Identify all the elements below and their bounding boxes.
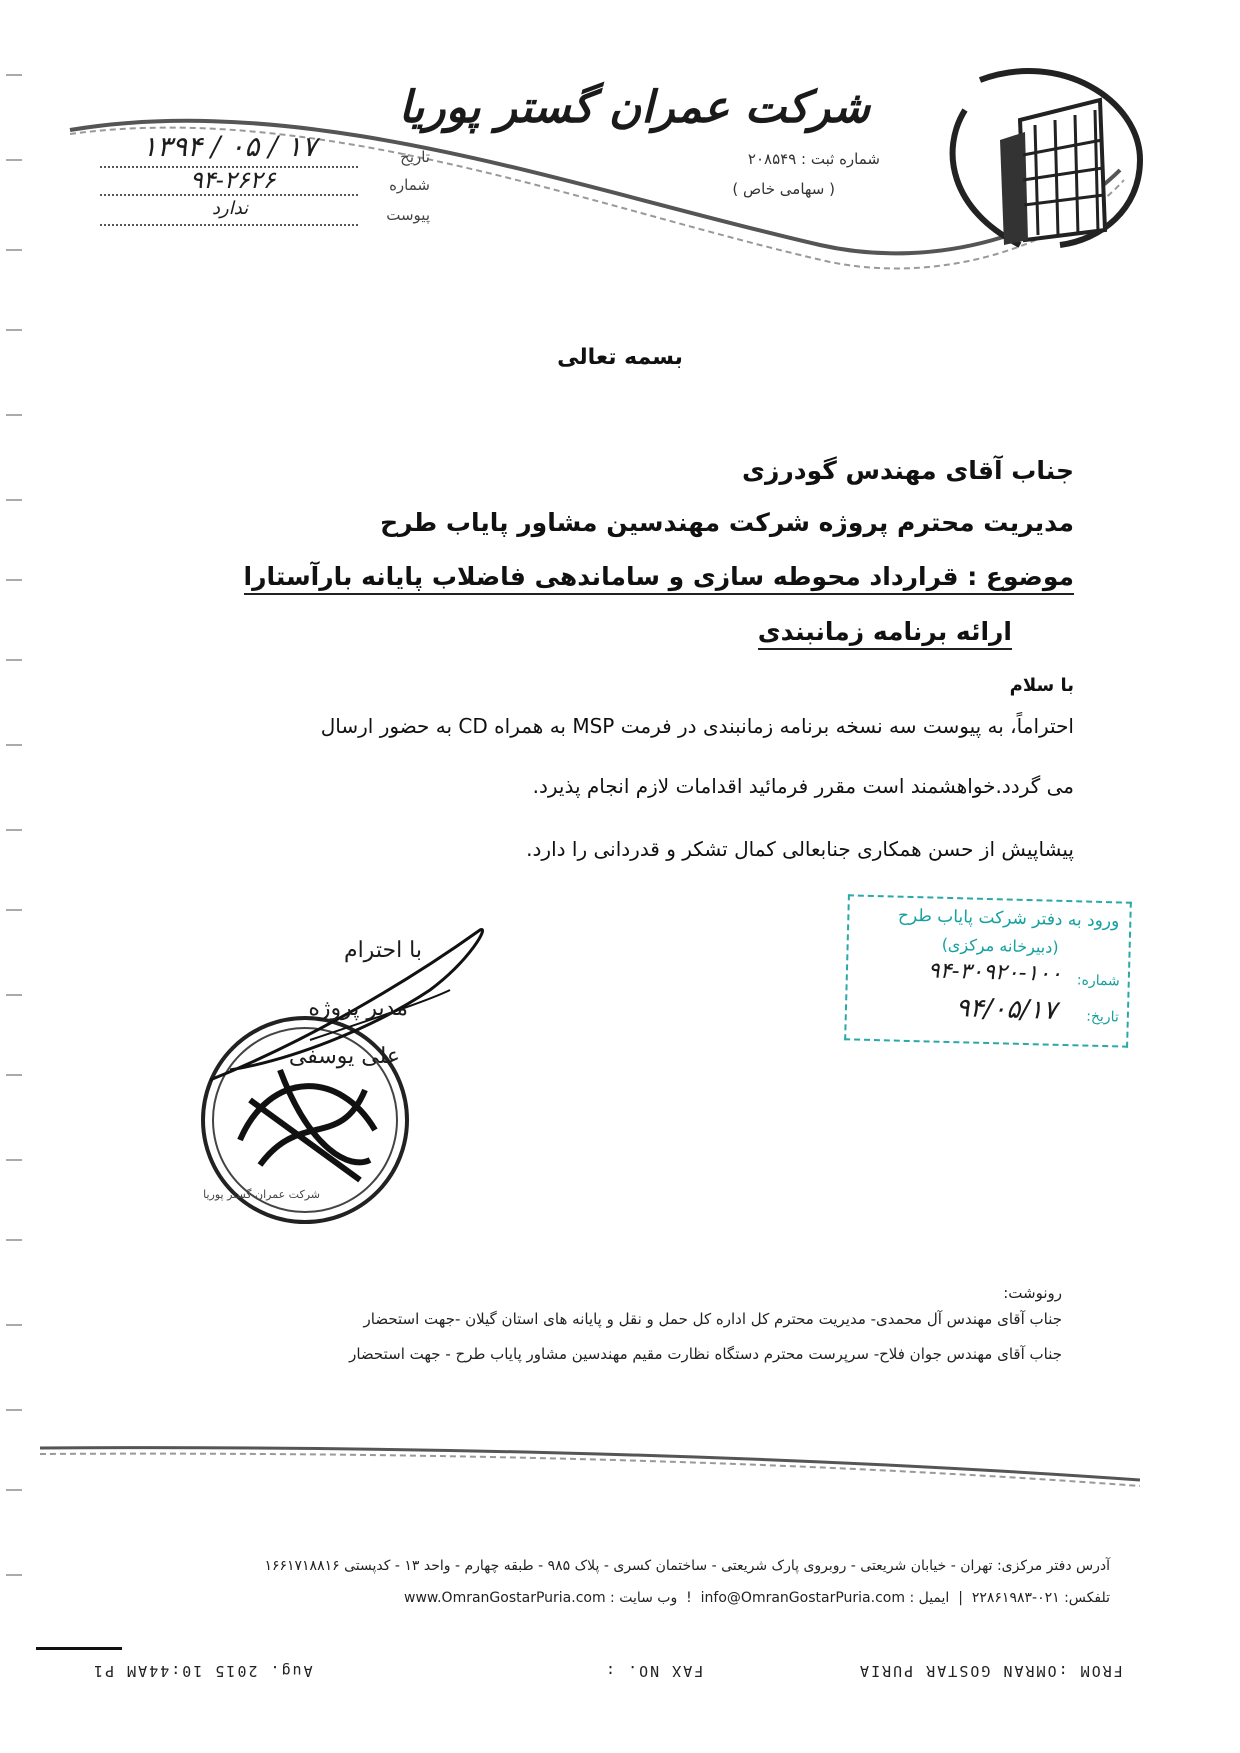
- body-paragraph-line-1: احتراماً، به پیوست سه نسخه برنامه زمانبندی در فرمت MSP به همراه CD به حضور ارسال: [320, 714, 1074, 738]
- company-type: ( سهامی خاص ): [732, 180, 835, 198]
- footer-email[interactable]: info@OmranGostarPuria.com: [700, 1590, 905, 1606]
- body-paragraph-line-3: پیشاپیش از حسن همکاری جنابعالی کمال تشکر و قدردانی را دارد.: [526, 837, 1074, 861]
- cc-recipient-1: جناب آقای مهندس آل محمدی- مدیریت محترم کل اداره کل حمل و نقل و پایانه های استان گیلان -جهت استحضار: [363, 1310, 1062, 1328]
- letter-subject-line-2: ارائه برنامه زمانبندی: [758, 617, 1012, 650]
- receipt-stamp-number-label: شماره:: [1076, 972, 1120, 990]
- footer-contact-line: تلفکس: ۰۲۱-۲۲۸۶۱۹۸۳ | ایمیل : info@OmranGostarPuria.com ! وب سایت : www.OmranGostarPuria.com: [404, 1590, 1110, 1606]
- number-value: ۹۴-۲۶۲۶: [190, 166, 276, 194]
- cc-title: رونوشت:: [1003, 1284, 1062, 1302]
- fax-header-from: FROM :OMRAN GOSTAR PURIA: [858, 1662, 1123, 1680]
- footer-phone: تلفکس: ۰۲۱-۲۲۸۶۱۹۸۳: [971, 1590, 1110, 1606]
- date-value: ۱۳۹۴ / ۰۵ / ۱۷: [142, 130, 317, 163]
- footer-website[interactable]: www.OmranGostarPuria.com: [404, 1590, 606, 1606]
- receipt-stamp-number-value: ۹۴-۳۰۹۲۰-۱۰۰: [927, 958, 1063, 987]
- fax-header-time: Aug. 2015 10:44AM P1: [92, 1662, 313, 1680]
- footer-swoosh-graphic: [40, 1440, 1140, 1490]
- registration-label: شماره ثبت: [810, 150, 880, 168]
- attachment-value: ندارد: [212, 198, 249, 219]
- footer-email-label: ایمیل :: [909, 1590, 950, 1606]
- registration-number: ۲۰۸۵۴۹: [747, 150, 797, 168]
- number-field: [100, 166, 430, 202]
- letter-subject: موضوع : قرارداد محوطه سازی و ساماندهی فاضلاب پایانه بارآستارا: [244, 562, 1074, 595]
- fax-header-number: FAX NO. :: [604, 1662, 704, 1680]
- registration-line: شماره ثبت : ۲۰۸۵۴۹: [747, 150, 880, 168]
- greeting: با سلام: [1009, 675, 1074, 696]
- attachment-field: [100, 198, 430, 232]
- fax-mark-bar: [36, 1647, 122, 1650]
- receipt-stamp-title: ورود به دفتر شرکت پایاب طرح: [897, 905, 1120, 932]
- seal-text: شرکت عمران گستر پوریا: [203, 1188, 320, 1201]
- attachment-label: پیوست: [386, 206, 430, 224]
- recipient-name: جناب آقای مهندس گودرزی: [742, 456, 1074, 485]
- date-label: تاریخ: [400, 148, 430, 166]
- cc-recipient-2: جناب آقای مهندس جوان فلاح- سرپرست محترم دستگاه نظارت مقیم مهندسین مشاور پایاب طرح - جهت استحضار: [349, 1345, 1062, 1363]
- basmala-heading: بسمه تعالی: [557, 345, 683, 370]
- body-paragraph-line-2: می گردد.خواهشمند است مقرر فرمائید اقدامات لازم انجام پذیرد.: [532, 774, 1074, 798]
- receipt-stamp-subtitle: (دبیرخانه مرکزی): [941, 934, 1059, 957]
- building-logo-icon: [953, 71, 1140, 245]
- footer-address: آدرس دفتر مرکزی: تهران - خیابان شریعتی - روبروی پارک شریعتی - ساختمان کسری - پلاک ۹۸۵ - طبقه چهارم - واحد ۱۳ - کدپستی ۱۶۶۱۷۱۸۸۱۶: [264, 1558, 1110, 1574]
- receipt-stamp-date-value: ۹۴/۰۵/۱۷: [955, 993, 1058, 1026]
- receipt-stamp-date-label: تاریخ:: [1086, 1008, 1120, 1026]
- footer-website-label: وب سایت :: [610, 1590, 678, 1606]
- signature-closing: با احترام: [343, 938, 422, 963]
- company-name: شرکت عمران گستر پوریا: [398, 82, 870, 133]
- signer-name: علی یوسفی: [288, 1044, 400, 1069]
- scan-edge-marks: [0, 0, 40, 1753]
- recipient-organization: مدیریت محترم پروژه شرکت مهندسین مشاور پایاب طرح: [380, 508, 1074, 537]
- number-label: شماره: [389, 176, 430, 194]
- signer-title: مدیر پروژه: [308, 996, 408, 1021]
- company-seal-and-signature: [190, 920, 520, 1230]
- receipt-stamp: [844, 894, 1132, 1047]
